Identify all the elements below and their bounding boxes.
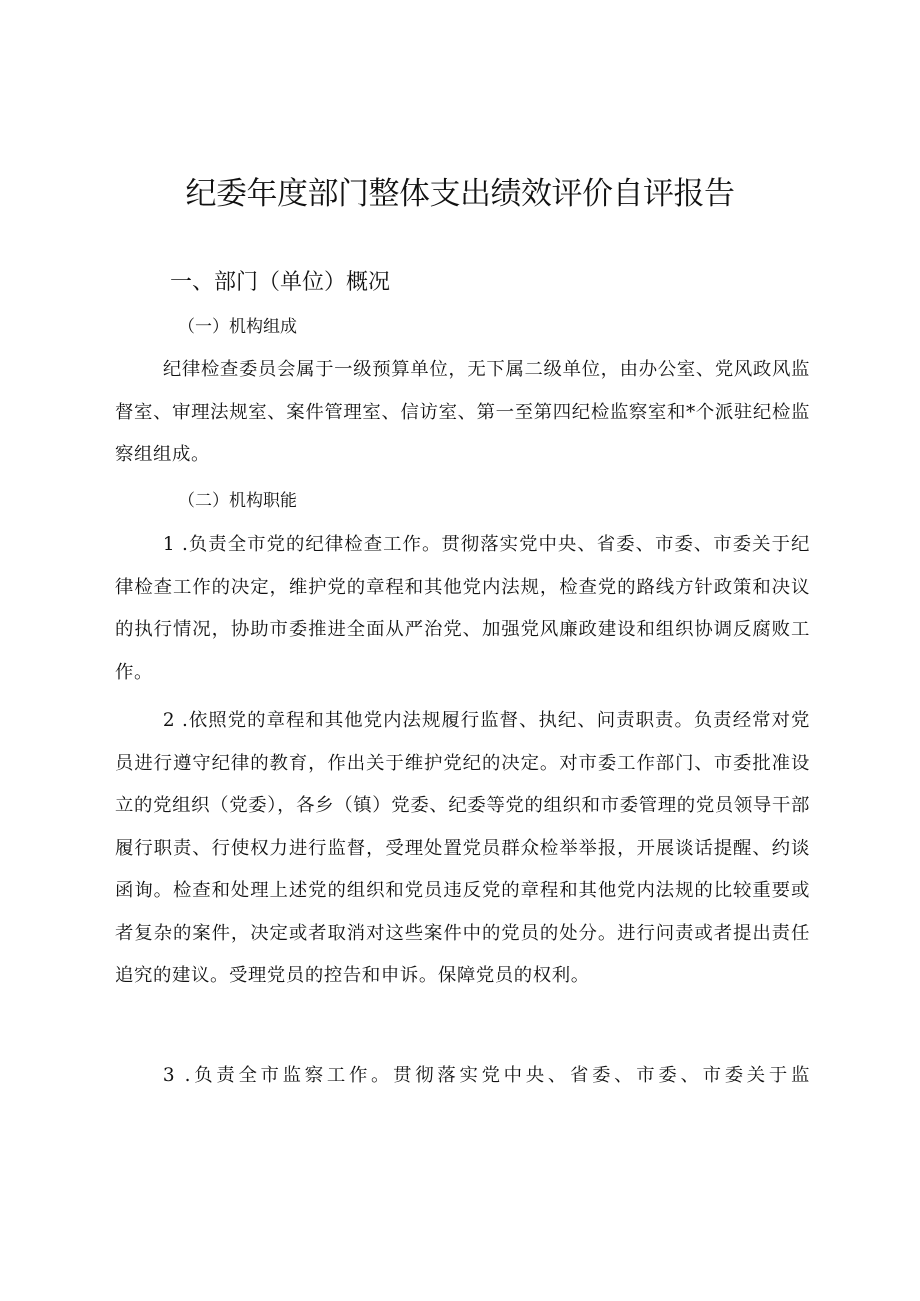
subsection-heading-organization: （一）机构组成 <box>178 317 297 337</box>
subsection-heading-functions: （二）机构职能 <box>178 491 297 511</box>
paragraph-organization: 纪律检查委员会属于一级预算单位，无下属二级单位，由办公室、党风政风监督室、审理法规室、案件管理室、信访室、第一至第四纪检监察室和*个派驻纪检监察组组成。 <box>115 359 810 465</box>
document-title: 纪委年度部门整体支出绩效评价自评报告 <box>185 176 735 212</box>
paragraph-function-3: 3 .负责全市监察工作。贯彻落实党中央、省委、市委、市委关于监 <box>162 1065 810 1086</box>
section-heading-overview: 一、部门（单位）概况 <box>170 270 391 295</box>
paragraph-function-1: 1 .负责全市党的纪律检查工作。贯彻落实党中央、省委、市委、市委关于纪律检查工作的决定，维护党的章程和其他党内法规，检查党的路线方针政策和决议的执行情况，协助市委推进全面从严治党、加强党风廉政建设和组织协调反腐败工作。 <box>115 534 810 683</box>
paragraph-function-2: 2 .依照党的章程和其他党内法规履行监督、执纪、问责职责。负责经常对党员进行遵守纪律的教育，作出关于维护党纪的决定。对市委工作部门、市委批准设立的党组织（党委），各乡（镇）党委、纪委等党的组织和市委管理的党员领导干部履行职责、行使权力进行监督，受理处置党员群众检举举报，开展谈话提醒、约谈函询。检查和处理上述党的组织和党员违反党的章程和其他党内法规的比较重要或者复杂的案件，决定或者取消对这些案件中的党员的处分。进行问责或者提出责任追究的建议。受理党员的控告和申诉。保障党员的权利。 <box>115 710 810 986</box>
